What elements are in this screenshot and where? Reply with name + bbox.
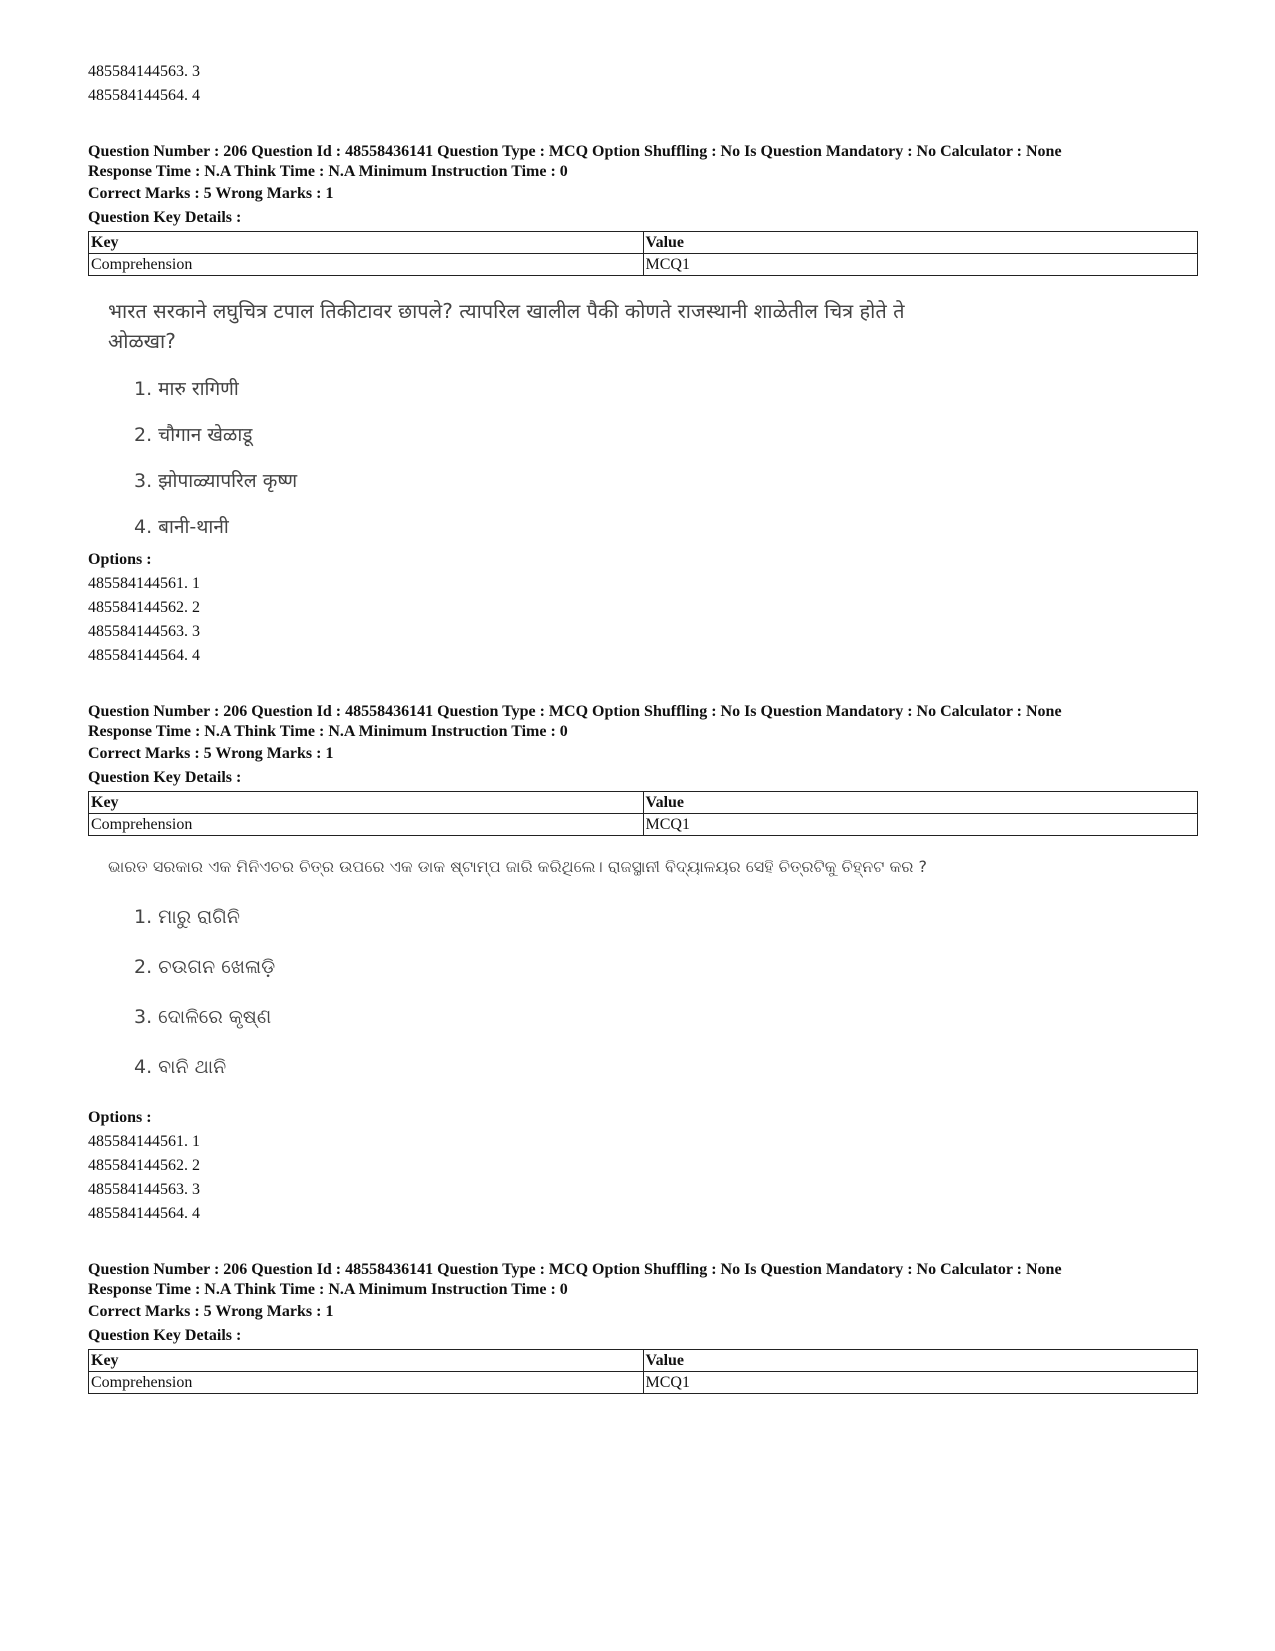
question-block (88, 702, 1198, 1226)
question-key-details-label: Question Key Details : (88, 209, 242, 226)
question-header-line2: Response Time : N.A Think Time : N.A Minimum Instruction Time : 0 (88, 723, 568, 740)
question-header-line2: Response Time : N.A Think Time : N.A Minimum Instruction Time : 0 (88, 1281, 568, 1298)
question-marks: Correct Marks : 5 Wrong Marks : 1 (88, 185, 334, 202)
question-choice: 4. ବାନି ଥାନି (134, 1056, 227, 1078)
table-header-value: Value (643, 232, 1198, 254)
option-line: 485584144563. 3 (88, 63, 200, 80)
question-header-line2: Response Time : N.A Think Time : N.A Minimum Instruction Time : 0 (88, 163, 568, 180)
table-cell-key: Comprehension (89, 254, 644, 276)
question-choice: 2. चौगान खेळाडू (134, 424, 253, 446)
table-cell-value: MCQ1 (643, 814, 1198, 836)
table-header-key: Key (89, 1350, 644, 1372)
table-row (89, 814, 1198, 836)
question-header-line1: Question Number : 206 Question Id : 48558436141 Question Type : MCQ Option Shuffling : No Is Question Mandatory : No Calculator : None (88, 1261, 1062, 1278)
top-options-list (88, 60, 1198, 108)
option-line: 485584144564. 4 (88, 1205, 200, 1222)
table-header-key: Key (89, 792, 644, 814)
question-choice: 1. ମାରୁ ରାଗିନି (134, 906, 240, 928)
option-line: 485584144561. 1 (88, 1133, 200, 1150)
options-label: Options : (88, 551, 152, 568)
table-header-value: Value (643, 1350, 1198, 1372)
option-line: 485584144563. 3 (88, 1181, 200, 1198)
question-text: ଭାରତ ସରକାର ଏକ ମିନିଏଚର ଚିତ୍ର ଉପରେ ଏକ ଡାକ ଷ୍ଟାମ୍ପ ଜାରି କରିଥିଲେ। ରାଜସ୍ଥାନୀ ବିଦ୍ୟାଳୟର ସେହି ଚିତ୍ରଟିକୁ ଚିହ୍ନଟ କର ? (108, 857, 927, 876)
table-header-key: Key (89, 232, 644, 254)
option-line: 485584144562. 2 (88, 1157, 200, 1174)
question-key-table (88, 791, 1198, 836)
question-header-line1: Question Number : 206 Question Id : 48558436141 Question Type : MCQ Option Shuffling : No Is Question Mandatory : No Calculator : None (88, 143, 1062, 160)
option-line: 485584144561. 1 (88, 575, 200, 592)
option-line: 485584144564. 4 (88, 647, 200, 664)
question-choice: 4. बानी-थानी (134, 516, 229, 538)
question-key-table (88, 1349, 1198, 1394)
question-block (88, 142, 1198, 668)
question-choice: 1. मारु रागिणी (134, 378, 239, 400)
options-label: Options : (88, 1109, 152, 1126)
table-cell-value: MCQ1 (643, 1372, 1198, 1394)
question-text: भारत सरकाने लघुचित्र टपाल तिकीटावर छापले? त्यापरिल खालील पैकी कोणते राजस्थानी शाळेतील चित्र होते ते ओळखा? (108, 299, 905, 353)
question-marks: Correct Marks : 5 Wrong Marks : 1 (88, 1303, 334, 1320)
question-choice: 2. ଚଉଗନ ଖେଳାଡ଼ି (134, 956, 276, 978)
table-cell-key: Comprehension (89, 1372, 644, 1394)
table-cell-key: Comprehension (89, 814, 644, 836)
table-header-row (89, 1350, 1198, 1372)
document-page (88, 60, 1198, 1394)
question-key-details-label: Question Key Details : (88, 1327, 242, 1344)
question-block (88, 1260, 1198, 1394)
question-key-table (88, 231, 1198, 276)
option-line: 485584144564. 4 (88, 87, 200, 104)
question-marks: Correct Marks : 5 Wrong Marks : 1 (88, 745, 334, 762)
question-image-marathi (108, 296, 1198, 548)
table-header-row (89, 232, 1198, 254)
question-key-details-label: Question Key Details : (88, 769, 242, 786)
table-row (89, 254, 1198, 276)
question-choice: 3. झोपाळ्यापरिल कृष्ण (134, 470, 298, 492)
table-cell-value: MCQ1 (643, 254, 1198, 276)
question-image-odia (108, 854, 1198, 1106)
question-choice: 3. ଦୋଳିରେ କୃଷ୍ଣ (134, 1006, 272, 1028)
question-header-line1: Question Number : 206 Question Id : 48558436141 Question Type : MCQ Option Shuffling : No Is Question Mandatory : No Calculator : None (88, 703, 1062, 720)
table-header-value: Value (643, 792, 1198, 814)
table-row (89, 1372, 1198, 1394)
option-line: 485584144563. 3 (88, 623, 200, 640)
option-line: 485584144562. 2 (88, 599, 200, 616)
table-header-row (89, 792, 1198, 814)
